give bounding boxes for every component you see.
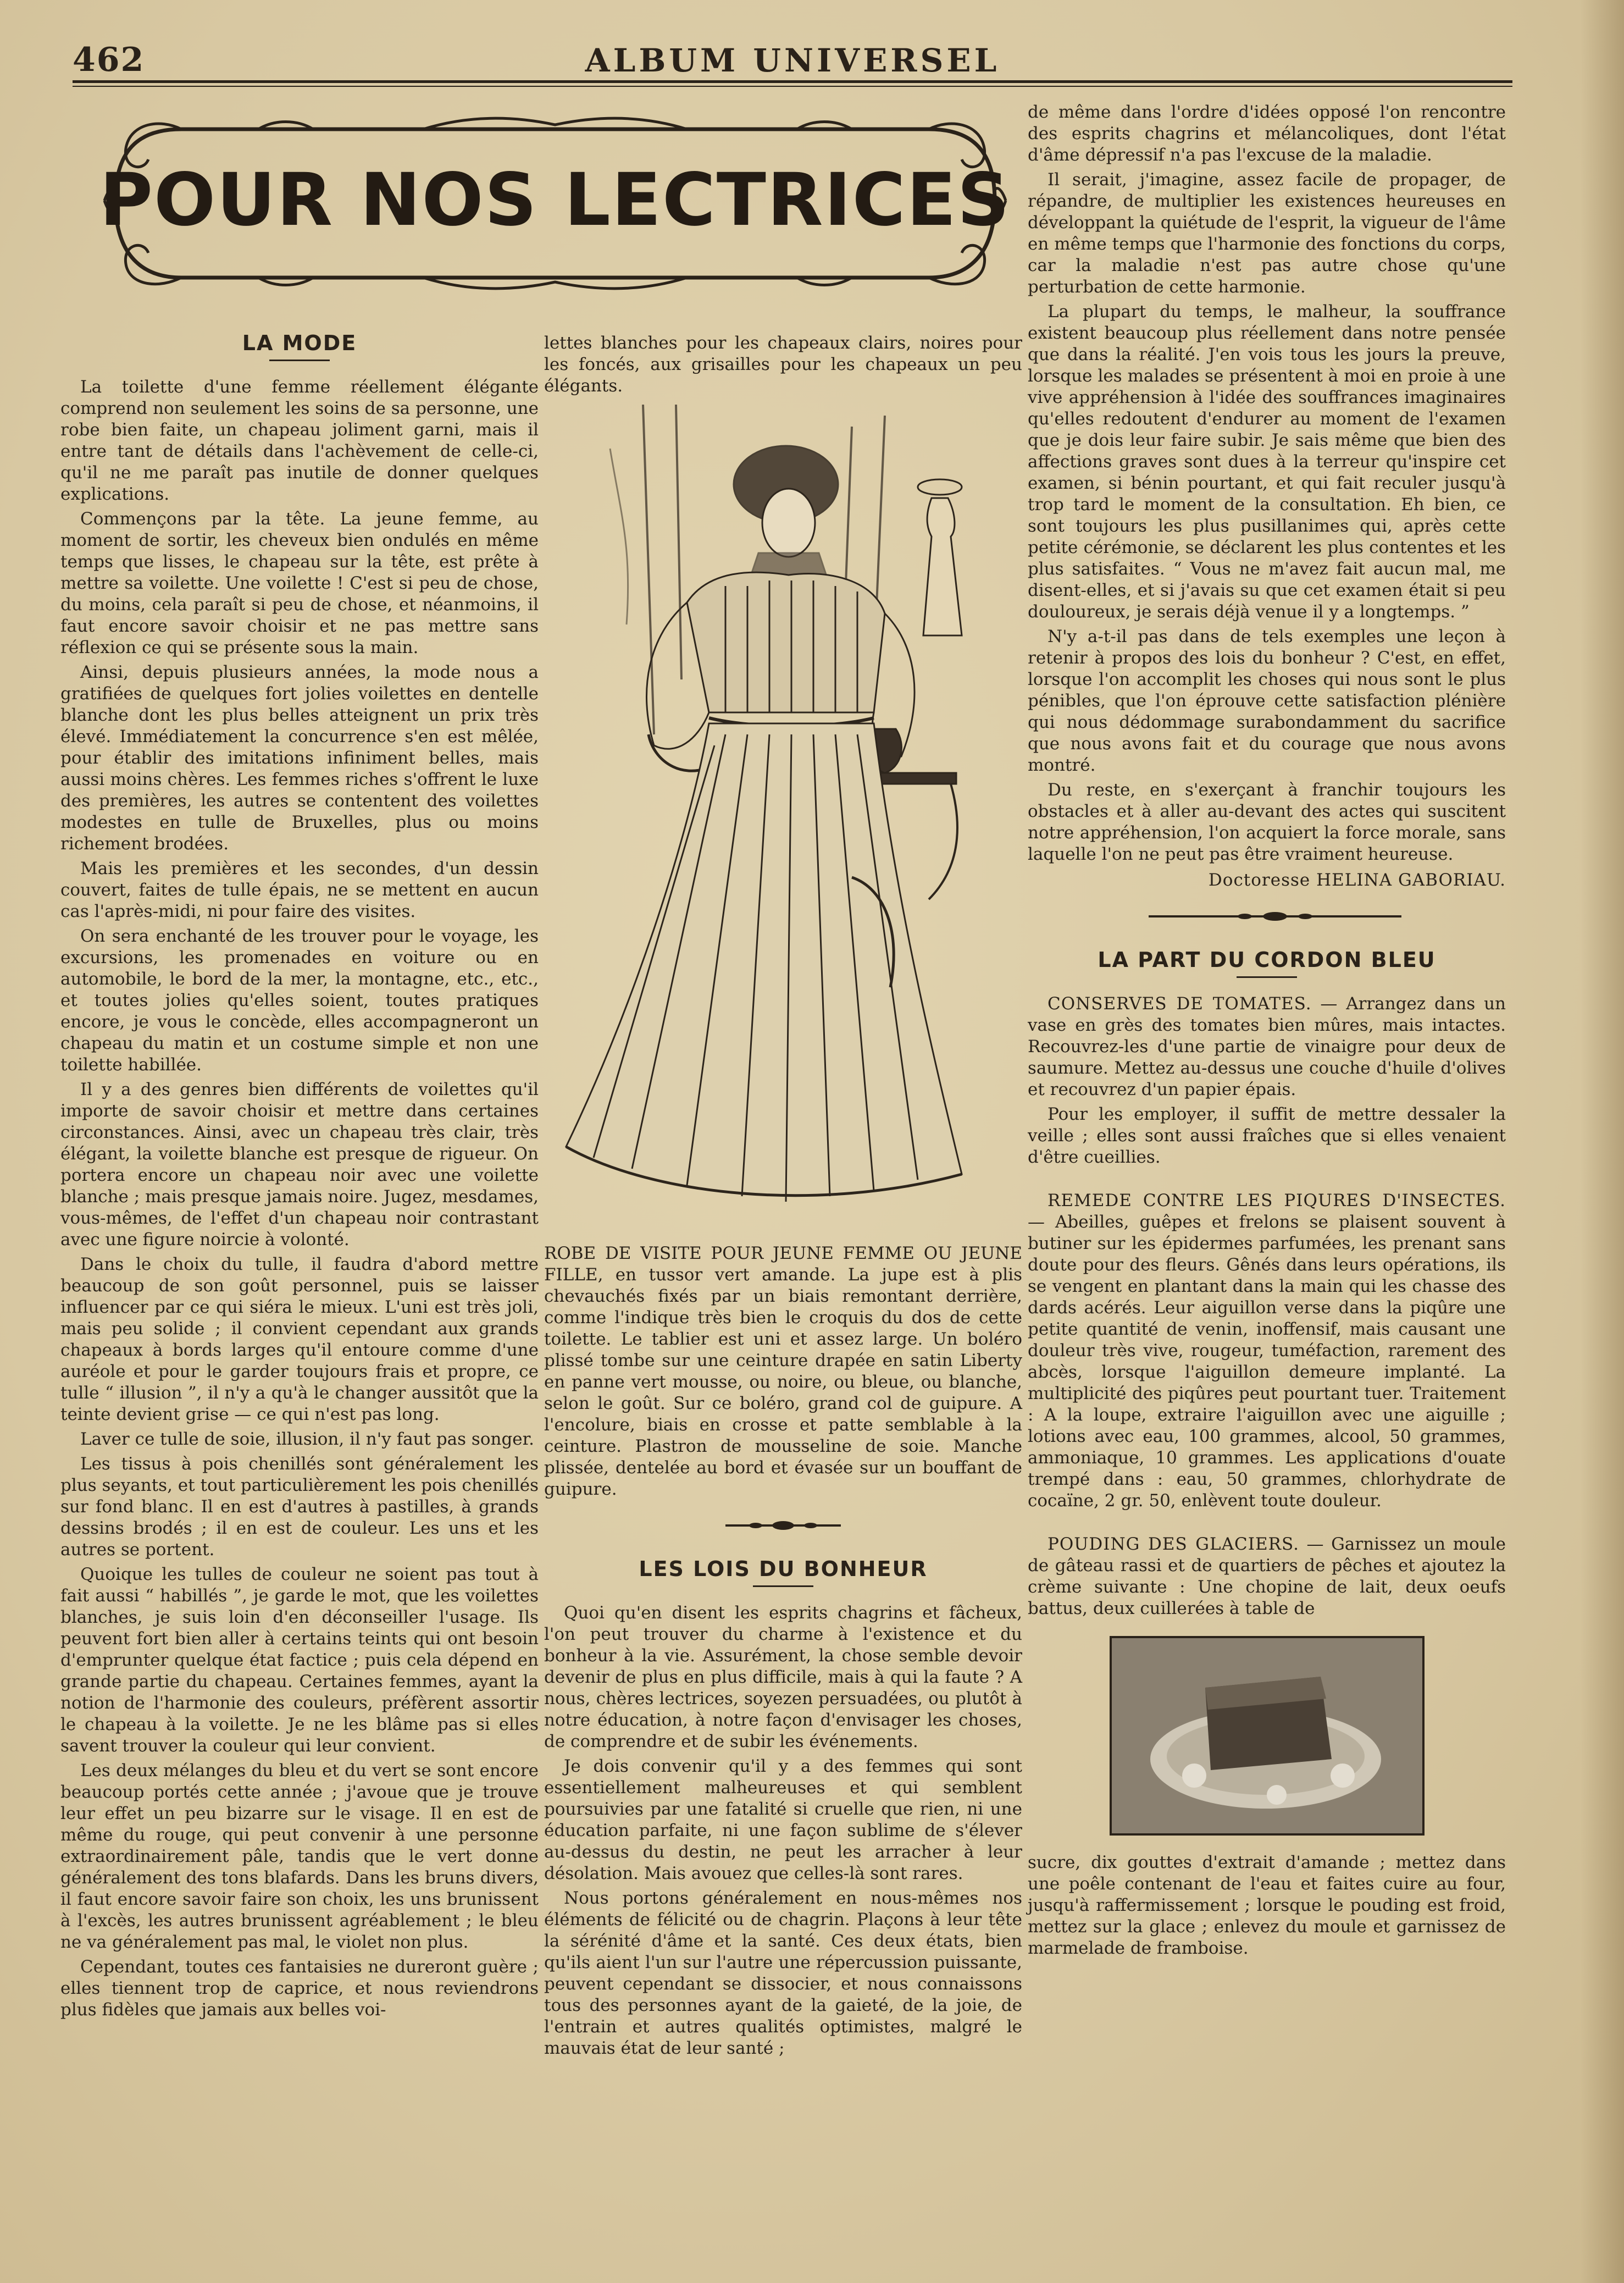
paragraph: Quoi qu'en disent les esprits chagrins et fâcheux, l'on peut trouver du charme à l'existence et du bonheur à la vie. Assurément, la chose semble devoir devenir de plus en plus difficile, mais à qui la faute ? A nous, chères lectrices, soyezen persuadées, ou plutôt à notre éducation, à notre façon d'envisager les choses, de comprendre et de subir les événements. (544, 1603, 1022, 1751)
illustration-caption (544, 1243, 1022, 1500)
title-rule (753, 1585, 813, 1587)
paragraph: Du reste, en s'exerçant à franchir toujours les obstacles et à aller au-devant des actes qui suscitent notre appréhension, l'on acquiert la force morale, sans laquelle l'on ne peut pas être vraiment heureuse. (1028, 780, 1506, 864)
section-title-la-mode: LA MODE (242, 331, 357, 355)
page-header (73, 37, 1512, 82)
section-title-cordon-bleu: LA PART DU CORDON BLEU (1098, 948, 1436, 972)
paragraph: Ainsi, depuis plusieurs années, la mode nous a gratifiées de quelques fort jolies voilettes en dentelle blanche dont les plus belles atteignent un prix très élevé. Immédiatement la concurrence s'en est mêlée, pour établir des imitations infiniment belles, mais aussi moins chères. Les femmes riches s'offrent le luxe des premières, les autres se contentent des voilettes modestes en tulle de Bruxelles, plus ou moins richement brodées. (60, 662, 539, 854)
recipe-conserves-tomates (1028, 993, 1506, 1101)
recipe-pouding (1028, 1534, 1506, 1619)
header-rule-thin (73, 86, 1512, 87)
recipe-text: — Arrangez dans un vase en grès des tomates bien mûres, mais intactes. Recouvrez-les d'une partie de vinaigre pour deux de saumure. Mettez au-dessus une couche d'huile d'olives et recouvrez d'un papier épais. (1028, 994, 1506, 1099)
continuation-text: lettes blanches pour les chapeaux clairs, noires pour les foncés, aux grisailles pour les chapeaux un peu élégants. (544, 333, 1022, 396)
paragraph: de même dans l'ordre d'idées opposé l'on rencontre des esprits chagrins et mélancoliques, dont l'état d'âme dépressif n'a pas l'excuse de la maladie. (1028, 102, 1506, 165)
banner-title: POUR NOS LECTRICES (99, 158, 1011, 242)
pudding-photo (1110, 1636, 1425, 1836)
recipe-heading: POUDING DES GLACIERS. (1047, 1534, 1299, 1554)
paragraph: Je dois convenir qu'il y a des femmes qui sont essentiellement malheureuses et qui semblent poursuivies par une fatalité si cruelle que rien, ni une éducation parfaite, ni une façon sublime de s'élever au-dessus du destin, ne peut les arracher à leur désolation. Mais avouez que celles-là sont rares. (544, 1756, 1022, 1883)
paragraph: Laver ce tulle de soie, illusion, il n'y faut pas songer. (80, 1429, 534, 1449)
fashion-illustration (544, 405, 1022, 1232)
paragraph: La plupart du temps, le malheur, la souffrance existent beaucoup plus réellement dans notre pensée que dans la réalité. J'en vois tous les jours la preuve, lorsque les malades se présentent à moi en proie à une vive appréhension à l'idée des souffrances imaginaires qu'elles redoutent d'endurer au moment de l'examen que je dois leur faire subir. Je sais même que bien des affections graves sont dues à la terreur qu'inspire cet examen, si bénin pourtant, et qui fait reculer jusqu'à trop tard le moment de la consultation. Eh bien, ce sont toujours les plus pusillanimes qui, après cette petite cérémonie, se déclarent les plus contentes et les plus satisfaites. “ Vous ne m'avez fait aucun mal, me disent-elles, et si j'avais su que cet examen était si peu douloureux, je serais déjà venue il y a longtemps. ” (1028, 302, 1506, 622)
paragraph: Il serait, j'imagine, assez facile de propager, de répandre, de multiplier les existences heureuses en développant la quiétude de l'esprit, la vigueur de l'âme en même temps que l'harmonie des fonctions du corps, car la maladie n'est pas autre chose qu'une perturbation de cette harmonie. (1028, 170, 1506, 297)
recipe-heading: CONSERVES DE TOMATES. (1047, 994, 1312, 1014)
divider-ornament-icon (544, 1514, 1022, 1536)
pudding-image (1112, 1638, 1422, 1833)
author-signature: Doctoresse HELINA GABORIAU. (1208, 870, 1506, 890)
column-middle (544, 333, 1022, 2063)
recipe-remede-piqures (1028, 1190, 1506, 1512)
paragraph: La toilette d'une femme réellement élégante comprend non seulement les soins de sa personne, une robe bien faite, un chapeau joliment garni, mais il entre tant de détails dans l'achèvement de celle-ci, qu'il ne me paraît pas inutile de donner quelques explications. (60, 377, 539, 504)
section-title-lois-du-bonheur: LES LOIS DU BONHEUR (639, 1557, 928, 1581)
recipe-text: — Garnissez un moule de gâteau rassi et de quartiers de pêches et ajoutez la crème suivante : Une chopine de lait, deux oeufs battus, deux cuillerées à table de (1028, 1534, 1506, 1618)
paragraph: Mais les premières et les secondes, d'un dessin couvert, faites de tulle épais, ne se mettent en aucun cas l'après-midi, ni pour faire des visites. (60, 859, 539, 921)
paragraph: Dans le choix du tulle, il faudra d'abord mettre beaucoup de son goût personnel, puis se laisser influencer par ce qui siéra le mieux. L'uni est très joli, mais peu solide ; il convient cependant aux grands chapeaux à bords larges qu'il entoure comme d'une auréole et pour le garder toujours frais et propre, ce tulle “ illusion ”, il n'y a qu'à le changer aussitôt que la teinte devient grise — ce qui n'est pas long. (60, 1254, 539, 1424)
page-edge-shadow (1580, 0, 1624, 2283)
divider-ornament-icon (1028, 905, 1506, 927)
caption-text: , en tussor vert amande. La jupe est à plis chevauchés fixés par un biais remontant derrière, comme l'indique très bien le croquis du dos de cette toilette. Le tablier est uni et assez large. Un boléro plissé tombe sur une ceinture drapée en satin Liberty en panne vert mousse, ou noire, ou bleue, ou blanche, selon le goût. Sur ce boléro, grand col de guipure. A l'encolure, biais en crosse et patte semblable à la ceinture. Plastron de mousseline de soie. Manche plissée, dentelée au bord et évasée sur un bouffant de guipure. (544, 1265, 1022, 1499)
recipe-usage (1028, 1104, 1506, 1168)
paragraph: Quoique les tulles de couleur ne soient pas tout à fait aussi “ habillés ”, je garde le mot, que les voilettes blanches, je suis loin d'en déconseiller l'usage. Ils peuvent fort bien aller à certains teints qui ont besoin d'emprunter quelque état factice ; puis cela dépend en grande partie du chapeau. Certaines femmes, ayant la notion de l'harmonie des couleurs, préfèrent assortir le chapeau à la voilette. Je ne les blâme pas si elles savent trouver la couleur qui leur convient. (60, 1565, 539, 1756)
title-rule (269, 360, 330, 361)
paragraph: Cependant, toutes ces fantaisies ne dureront guère ; elles tiennent trop de caprice, et nous reviendrons plus fidèles que jamais aux belles voi- (60, 1957, 539, 2020)
woman-in-dress-illustration (544, 405, 1022, 1232)
column-la-mode (60, 333, 539, 2024)
running-head: ALBUM UNIVERSEL (585, 42, 1000, 79)
paragraph: N'y a-t-il pas dans de tels exemples une leçon à retenir à propos des lois du bonheur ? C'est, en effet, lorsque l'on accomplit les choses qui nous sont le plus pénibles, que l'on éprouve cette satisfaction plénière qui nous dédommage surabondamment du sacrifice que nous avons fait et du courage que nous avons montré. (1028, 627, 1506, 775)
paragraph: Il y a des genres bien différents de voilettes qu'il importe de savoir choisir et mettre dans certaines circonstances. Ainsi, avec un chapeau très clair, très élégant, la voilette blanche est presque de rigueur. On portera encore un chapeau noir avec une voilette blanche ; mais presque jamais noire. Jugez, mesdames, vous-mêmes, de l'effet d'un chapeau noir contrastant avec une figure noircie à volonté. (60, 1080, 539, 1250)
title-rule (1237, 976, 1297, 978)
paragraph: Nous portons généralement en nous-mêmes nos éléments de félicité ou de chagrin. Plaçons à leur tête la sérénité d'âme et la santé. Ces deux états, bien qu'ils aient l'un sur l'autre une répercussion puissante, peuvent cependant se dissocier, et nous connaissons tous des personnes ayant de la gaieté, de la joie, de l'entrain et autres qualités optimistes, malgré le mauvais état de leur santé ; (544, 1888, 1022, 2058)
recipe-continuation: sucre, dix gouttes d'extrait d'amande ; mettez dans une poêle contenant de l'eau et faites cuire au four, jusqu'à raffermissement ; lorsque le pouding est froid, mettez sur la glace ; enlevez du moule et garnissez de marmelade de framboise. (1028, 1853, 1506, 1958)
column-right (1028, 102, 1506, 1963)
paragraph: Les tissus à pois chenillés sont généralement les plus seyants, et tout particulièrement les pois chenillés sur fond blanc. Il en est d'autres à pastilles, à grands dessins brodés ; il en est de couleur. Les uns et les autres se portent. (60, 1454, 539, 1560)
page-number: 462 (73, 41, 145, 79)
header-rule (73, 80, 1512, 83)
section-divider-ornament (544, 1514, 1022, 1536)
paragraph: Commençons par la tête. La jeune femme, au moment de sortir, les cheveux bien ondulés en même temps que lisses, le chapeau sur la tête, est prête à mettre sa voilette. Une voilette ! C'est si peu de chose, du moins, cela paraît si peu de chose, et néanmoins, il faut encore savoir choisir et ne pas mettre sans réflexion ce qui se présente sous la main. (60, 509, 539, 657)
caption-lead: ROBE DE VISITE POUR JEUNE FEMME OU JEUNE FILLE (544, 1243, 1022, 1285)
paragraph: On sera enchanté de les trouver pour le voyage, les excursions, les promenades en voiture ou en automobile, le bord de la mer, la montagne, etc., etc., et toutes jolies qu'elles soient, toutes pratiques encore, je vous le concède, elles accompagneront un chapeau du matin et un costume simple et non une toilette habillée. (60, 926, 539, 1075)
section-divider-ornament (1028, 905, 1506, 927)
recipe-heading: REMEDE CONTRE LES PIQURES D'INSECTES. (1047, 1191, 1506, 1210)
recipe-text: Pour les employer, il suffit de mettre dessaler la veille ; elles sont aussi fraîches que si elles venaient d'être cueillies. (1028, 1104, 1506, 1167)
recipe-text: — Abeilles, guêpes et frelons se plaisent souvent à butiner sur les épidermes parfumées, les prenant sans doute pour des fleurs. Gênés dans leurs opérations, ils se vengent en plantant dans la main qui les chasse des dards acérés. Leur aiguillon verse dans la piqûre une petite quantité de venin, inoffensif, mais causant une douleur très vive, rougeur, tuméfaction, rarement des abcès, lorsque l'aiguillon demeure implanté. La multiplicité des piqûres peut pourtant tuer. Traitement : A la loupe, extraire l'aiguillon avec une aiguille ; lotions avec eau, 100 grammes, alcool, 50 grammes, ammoniaque, 10 grammes. Les applications d'ouate trempé dans : eau, 50 grammes, chlorhydrate de cocaïne, 2 gr. 50, enlèvent toute douleur. (1028, 1212, 1506, 1511)
paragraph: Les deux mélanges du bleu et du vert se sont encore beaucoup portés cette année ; j'avoue que je trouve leur effet un peu bizarre sur le visage. Il en est de même du rouge, qui peut convenir à une personne extraordinairement pâle, tandis que le vert donne généralement des tons blafards. Dans les bruns divers, il faut encore savoir faire son choix, les uns brunissent à l'excès, les autres brunissent agréablement ; le bleu ne va généralement pas mal, le violet non plus. (60, 1761, 539, 1952)
banner (93, 113, 1017, 302)
